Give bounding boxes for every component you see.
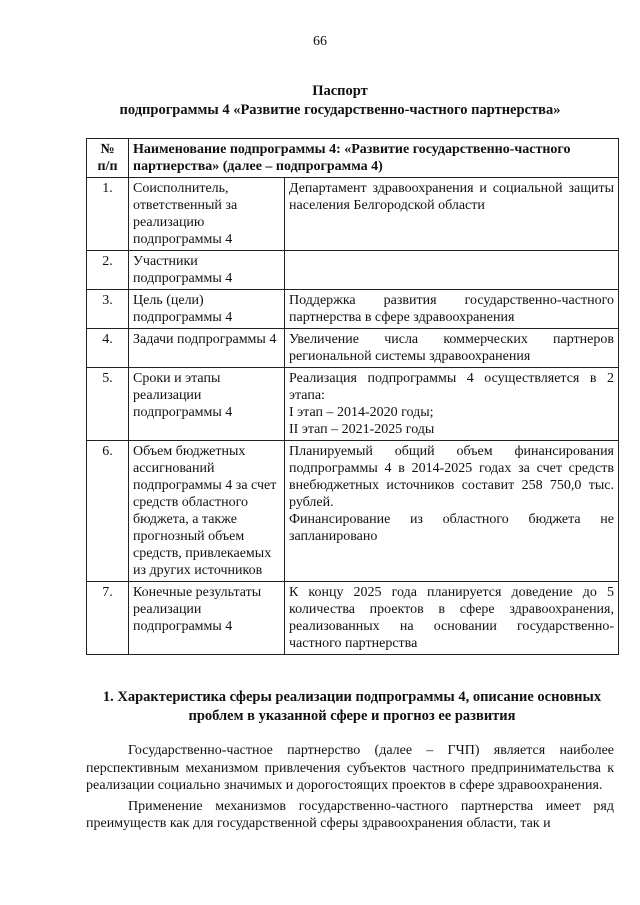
- row-num: 7.: [87, 582, 129, 655]
- row-value: Планируемый общий объем финансирования подпрограммы 4 в 2014-2025 годах за счет средств внебюджетных источников составит 258 750,0 тыс. рублей. Финансирование из областного бюджета не запланировано: [285, 441, 619, 582]
- row-label: Конечные результаты реализации подпрограммы 4: [129, 582, 285, 655]
- header-name: Наименование подпрограммы 4: «Развитие государственно-частного партнерства» (далее – подпрограмма 4): [129, 139, 619, 178]
- passport-title-line2: подпрограммы 4 «Развитие государственно-частного партнерства»: [119, 102, 561, 118]
- paragraph: Применение механизмов государственно-частного партнерства имеет ряд преимуществ как для государственной сферы здравоохранения области, так и: [86, 798, 614, 831]
- row-value: К концу 2025 года планируется доведение до 5 количества проектов в сфере здравоохранения, реализованных на основании государственно-частного партнерства: [285, 582, 619, 655]
- row-label: Задачи подпрограммы 4: [129, 329, 285, 368]
- table-row: [87, 368, 619, 441]
- section-title: 1. Характеристика сферы реализации подпрограммы 4, описание основных проблем в указанной сфере и прогноз ее развития: [102, 689, 602, 724]
- row-label: Объем бюджетных ассигнований подпрограммы 4 за счет средств областного бюджета, а также прогнозный объем средств, привлекаемых из других источников: [129, 441, 285, 582]
- row-value: Поддержка развития государственно-частного партнерства в сфере здравоохранения: [285, 290, 619, 329]
- table-header-row: [87, 139, 619, 178]
- row-label: Участники подпрограммы 4: [129, 251, 285, 290]
- table-row: [87, 582, 619, 655]
- row-value: Департамент здравоохранения и социальной защиты населения Белгородской области: [285, 178, 619, 251]
- row-num: 3.: [87, 290, 129, 329]
- row-num: 2.: [87, 251, 129, 290]
- body-text: [86, 742, 614, 833]
- row-label: Соисполнитель, ответственный за реализацию подпрограммы 4: [129, 178, 285, 251]
- page-number: 66: [313, 34, 327, 49]
- row-num: 5.: [87, 368, 129, 441]
- table-row: [87, 178, 619, 251]
- table-row: [87, 329, 619, 368]
- table-row: [87, 441, 619, 582]
- row-value: [285, 251, 619, 290]
- row-value: Реализация подпрограммы 4 осуществляется в 2 этапа: I этап – 2014-2020 годы; II этап – 2021-2025 годы: [285, 368, 619, 441]
- row-num: 6.: [87, 441, 129, 582]
- table-row: [87, 290, 619, 329]
- passport-table: [86, 138, 619, 655]
- row-value: Увеличение числа коммерческих партнеров региональной системы здравоохранения: [285, 329, 619, 368]
- paragraph: Государственно-частное партнерство (далее – ГЧП) является наиболее перспективным механизмом привлечения субъектов частного предпринимательства к реализации социально значимых и дорогостоящих проектов в сфере здравоохранения.: [86, 743, 614, 793]
- row-label: Цель (цели) подпрограммы 4: [129, 290, 285, 329]
- header-num: № п/п: [87, 139, 129, 178]
- table-row: [87, 251, 619, 290]
- row-num: 4.: [87, 329, 129, 368]
- passport-title-line1: Паспорт: [312, 83, 368, 99]
- row-label: Сроки и этапы реализации подпрограммы 4: [129, 368, 285, 441]
- passport-title: [60, 82, 620, 120]
- row-num: 1.: [87, 178, 129, 251]
